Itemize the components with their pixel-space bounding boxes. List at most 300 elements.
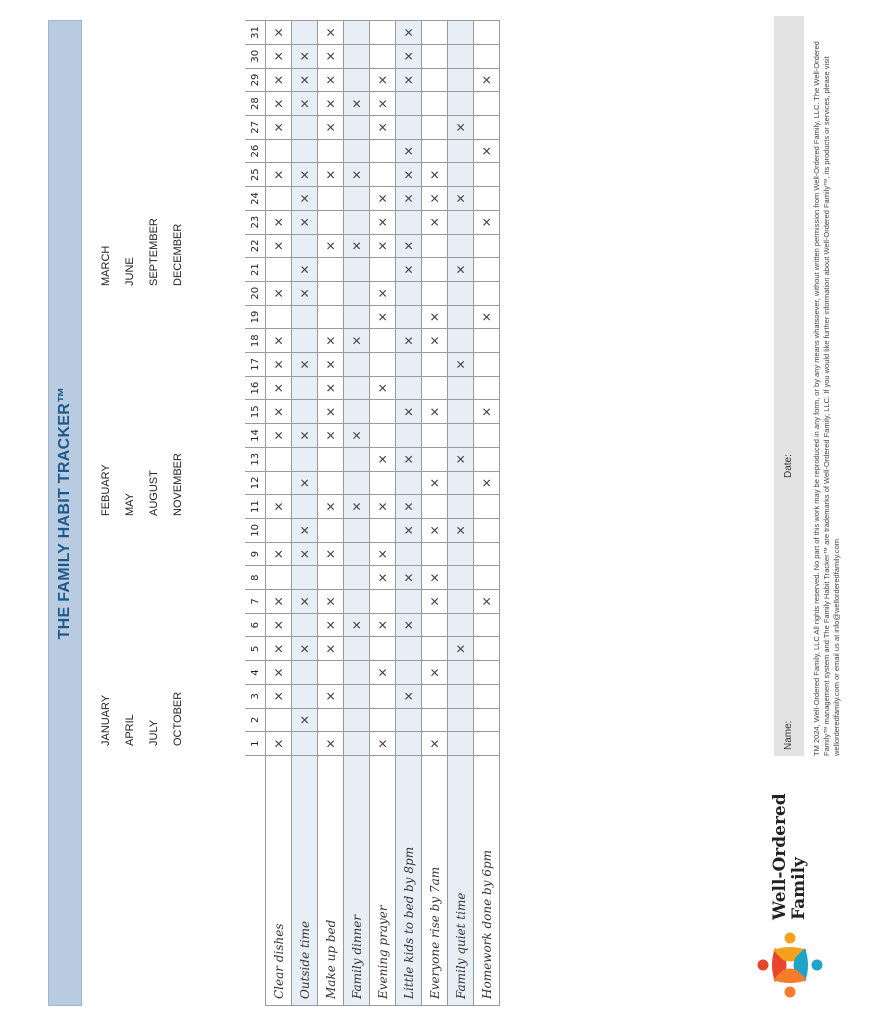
day-cell[interactable]: [318, 305, 344, 329]
day-checkmark[interactable]: [344, 424, 370, 448]
day-checkmark[interactable]: [318, 234, 344, 258]
day-cell[interactable]: [448, 732, 474, 756]
day-checkmark[interactable]: [318, 542, 344, 566]
day-cell[interactable]: [266, 518, 292, 542]
day-checkmark[interactable]: [396, 163, 422, 187]
day-checkmark[interactable]: [448, 187, 474, 211]
day-checkmark[interactable]: [318, 637, 344, 661]
day-checkmark[interactable]: [396, 187, 422, 211]
day-checkmark[interactable]: [370, 661, 396, 685]
day-cell[interactable]: [266, 471, 292, 495]
day-cell[interactable]: [448, 708, 474, 732]
day-cell[interactable]: [474, 187, 500, 211]
day-checkmark[interactable]: [292, 471, 318, 495]
day-cell[interactable]: [474, 376, 500, 400]
day-checkmark[interactable]: [370, 613, 396, 637]
day-cell[interactable]: [292, 613, 318, 637]
day-cell[interactable]: [448, 471, 474, 495]
day-checkmark[interactable]: [318, 329, 344, 353]
day-checkmark[interactable]: [266, 495, 292, 519]
month-option[interactable]: MAY: [124, 492, 136, 516]
day-cell[interactable]: [344, 281, 370, 305]
day-checkmark[interactable]: [266, 542, 292, 566]
day-checkmark[interactable]: [474, 471, 500, 495]
day-checkmark[interactable]: [266, 92, 292, 116]
day-checkmark[interactable]: [318, 495, 344, 519]
day-cell[interactable]: [474, 234, 500, 258]
day-cell[interactable]: [448, 234, 474, 258]
day-cell[interactable]: [344, 376, 370, 400]
day-cell[interactable]: [292, 495, 318, 519]
month-option[interactable]: DECEMBER: [172, 223, 184, 286]
day-checkmark[interactable]: [344, 329, 370, 353]
day-cell[interactable]: [344, 661, 370, 685]
day-cell[interactable]: [474, 732, 500, 756]
day-checkmark[interactable]: [422, 187, 448, 211]
day-cell[interactable]: [474, 708, 500, 732]
day-cell[interactable]: [422, 424, 448, 448]
day-cell[interactable]: [422, 447, 448, 471]
day-cell[interactable]: [292, 376, 318, 400]
day-cell[interactable]: [292, 329, 318, 353]
day-cell[interactable]: [370, 590, 396, 614]
day-checkmark[interactable]: [370, 210, 396, 234]
day-checkmark[interactable]: [474, 210, 500, 234]
day-cell[interactable]: [292, 732, 318, 756]
day-checkmark[interactable]: [422, 590, 448, 614]
day-checkmark[interactable]: [318, 163, 344, 187]
day-cell[interactable]: [292, 139, 318, 163]
day-cell[interactable]: [344, 542, 370, 566]
day-cell[interactable]: [422, 708, 448, 732]
month-option[interactable]: SEPTEMBER: [148, 218, 160, 286]
day-checkmark[interactable]: [344, 613, 370, 637]
day-cell[interactable]: [318, 708, 344, 732]
day-cell[interactable]: [396, 424, 422, 448]
day-cell[interactable]: [370, 353, 396, 377]
day-checkmark[interactable]: [318, 353, 344, 377]
day-cell[interactable]: [318, 447, 344, 471]
day-cell[interactable]: [266, 258, 292, 282]
day-cell[interactable]: [396, 210, 422, 234]
day-cell[interactable]: [448, 566, 474, 590]
day-checkmark[interactable]: [318, 424, 344, 448]
day-checkmark[interactable]: [422, 471, 448, 495]
day-checkmark[interactable]: [318, 21, 344, 45]
day-checkmark[interactable]: [474, 590, 500, 614]
day-checkmark[interactable]: [370, 542, 396, 566]
month-option[interactable]: MARCH: [100, 245, 112, 286]
day-checkmark[interactable]: [474, 305, 500, 329]
day-cell[interactable]: [344, 471, 370, 495]
day-cell[interactable]: [396, 708, 422, 732]
day-checkmark[interactable]: [396, 329, 422, 353]
day-cell[interactable]: [318, 187, 344, 211]
day-cell[interactable]: [292, 116, 318, 140]
month-option[interactable]: FEBUARY: [100, 464, 112, 516]
day-cell[interactable]: [370, 329, 396, 353]
day-checkmark[interactable]: [318, 684, 344, 708]
day-checkmark[interactable]: [292, 424, 318, 448]
day-checkmark[interactable]: [370, 495, 396, 519]
day-checkmark[interactable]: [292, 353, 318, 377]
day-cell[interactable]: [474, 518, 500, 542]
day-header: 25: [245, 163, 266, 187]
day-checkmark[interactable]: [422, 566, 448, 590]
day-cell[interactable]: [266, 708, 292, 732]
day-cell[interactable]: [448, 661, 474, 685]
day-cell[interactable]: [448, 613, 474, 637]
habit-rows: [266, 21, 500, 1006]
day-cell[interactable]: [370, 518, 396, 542]
day-cell[interactable]: [448, 590, 474, 614]
day-cell[interactable]: [292, 684, 318, 708]
day-checkmark[interactable]: [474, 400, 500, 424]
month-option[interactable]: JANUARY: [100, 694, 112, 746]
day-cell[interactable]: [370, 637, 396, 661]
day-cell[interactable]: [422, 684, 448, 708]
day-cell[interactable]: [448, 424, 474, 448]
day-cell[interactable]: [448, 684, 474, 708]
day-checkmark[interactable]: [422, 329, 448, 353]
day-cell[interactable]: [344, 732, 370, 756]
day-checkmark[interactable]: [292, 187, 318, 211]
day-cell[interactable]: [474, 329, 500, 353]
date-field-label[interactable]: Date:: [783, 454, 794, 478]
day-checkmark[interactable]: [266, 116, 292, 140]
day-checkmark[interactable]: [266, 210, 292, 234]
day-checkmark[interactable]: [266, 613, 292, 637]
day-checkmark[interactable]: [370, 116, 396, 140]
day-cell[interactable]: [344, 637, 370, 661]
day-checkmark[interactable]: [396, 495, 422, 519]
day-checkmark[interactable]: [318, 590, 344, 614]
day-checkmark[interactable]: [370, 447, 396, 471]
day-cell[interactable]: [422, 613, 448, 637]
day-checkmark[interactable]: [396, 566, 422, 590]
day-checkmark[interactable]: [396, 68, 422, 92]
day-cell[interactable]: [318, 661, 344, 685]
day-cell[interactable]: [344, 116, 370, 140]
day-cell[interactable]: [292, 305, 318, 329]
day-checkmark[interactable]: [292, 637, 318, 661]
month-option[interactable]: JUNE: [124, 257, 136, 286]
month-option[interactable]: JULY: [148, 719, 160, 746]
day-cell[interactable]: [422, 637, 448, 661]
day-checkmark[interactable]: [266, 163, 292, 187]
day-cell[interactable]: [422, 234, 448, 258]
day-cell[interactable]: [318, 566, 344, 590]
day-cell[interactable]: [422, 281, 448, 305]
day-cell[interactable]: [448, 68, 474, 92]
day-cell[interactable]: [474, 661, 500, 685]
day-checkmark[interactable]: [318, 44, 344, 68]
day-cell[interactable]: [344, 590, 370, 614]
day-checkmark[interactable]: [266, 68, 292, 92]
day-checkmark[interactable]: [266, 400, 292, 424]
day-cell[interactable]: [448, 163, 474, 187]
day-cell[interactable]: [396, 637, 422, 661]
day-checkmark[interactable]: [292, 281, 318, 305]
day-cell[interactable]: [422, 376, 448, 400]
day-cell[interactable]: [370, 684, 396, 708]
day-checkmark[interactable]: [370, 376, 396, 400]
month-option[interactable]: NOVEMBER: [172, 453, 184, 516]
month-option[interactable]: AUGUST: [148, 470, 160, 516]
name-field-label[interactable]: Name:: [783, 720, 794, 750]
day-header: 26: [245, 139, 266, 163]
day-cell[interactable]: [474, 116, 500, 140]
habit-row: [344, 21, 370, 1006]
day-cell[interactable]: [344, 258, 370, 282]
day-cell[interactable]: [266, 447, 292, 471]
day-checkmark[interactable]: [422, 163, 448, 187]
day-checkmark[interactable]: [396, 234, 422, 258]
day-cell[interactable]: [396, 281, 422, 305]
day-cell[interactable]: [344, 684, 370, 708]
day-checkmark[interactable]: [318, 376, 344, 400]
day-cell[interactable]: [474, 566, 500, 590]
day-checkmark[interactable]: [318, 92, 344, 116]
day-checkmark[interactable]: [344, 234, 370, 258]
day-cell[interactable]: [474, 163, 500, 187]
day-cell[interactable]: [344, 44, 370, 68]
day-checkmark[interactable]: [292, 210, 318, 234]
day-cell[interactable]: [474, 21, 500, 45]
day-cell[interactable]: [292, 566, 318, 590]
day-checkmark[interactable]: [396, 613, 422, 637]
day-cell[interactable]: [396, 661, 422, 685]
day-cell[interactable]: [396, 471, 422, 495]
day-cell[interactable]: [292, 661, 318, 685]
day-cell[interactable]: [318, 210, 344, 234]
day-cell[interactable]: [422, 44, 448, 68]
day-checkmark[interactable]: [266, 732, 292, 756]
day-cell[interactable]: [448, 495, 474, 519]
habit-row: [396, 21, 422, 1006]
day-checkmark[interactable]: [292, 68, 318, 92]
day-cell[interactable]: [474, 258, 500, 282]
day-cell[interactable]: [474, 281, 500, 305]
day-cell[interactable]: [396, 92, 422, 116]
day-cell[interactable]: [370, 44, 396, 68]
day-checkmark[interactable]: [448, 637, 474, 661]
day-checkmark[interactable]: [422, 400, 448, 424]
day-checkmark[interactable]: [396, 21, 422, 45]
day-checkmark[interactable]: [474, 139, 500, 163]
day-cell[interactable]: [422, 92, 448, 116]
day-cell[interactable]: [448, 210, 474, 234]
day-cell[interactable]: [344, 400, 370, 424]
day-cell[interactable]: [448, 281, 474, 305]
day-cell[interactable]: [344, 21, 370, 45]
day-checkmark[interactable]: [474, 68, 500, 92]
day-cell[interactable]: [448, 21, 474, 45]
day-checkmark[interactable]: [292, 92, 318, 116]
day-cell[interactable]: [448, 92, 474, 116]
day-cell[interactable]: [422, 258, 448, 282]
day-checkmark[interactable]: [292, 258, 318, 282]
day-checkmark[interactable]: [318, 116, 344, 140]
day-cell[interactable]: [474, 424, 500, 448]
day-cell[interactable]: [396, 732, 422, 756]
day-checkmark[interactable]: [370, 305, 396, 329]
day-cell[interactable]: [422, 542, 448, 566]
day-cell[interactable]: [344, 139, 370, 163]
day-checkmark[interactable]: [292, 163, 318, 187]
day-checkmark[interactable]: [266, 353, 292, 377]
day-checkmark[interactable]: [370, 187, 396, 211]
day-checkmark[interactable]: [370, 281, 396, 305]
day-checkmark[interactable]: [422, 210, 448, 234]
day-checkmark[interactable]: [292, 44, 318, 68]
day-checkmark[interactable]: [266, 684, 292, 708]
day-cell[interactable]: [396, 305, 422, 329]
day-cell[interactable]: [344, 187, 370, 211]
day-cell[interactable]: [422, 139, 448, 163]
day-cell[interactable]: [266, 187, 292, 211]
day-cell[interactable]: [422, 495, 448, 519]
day-checkmark[interactable]: [396, 447, 422, 471]
day-cell[interactable]: [396, 590, 422, 614]
day-checkmark[interactable]: [266, 44, 292, 68]
day-checkmark[interactable]: [318, 400, 344, 424]
day-checkmark[interactable]: [422, 732, 448, 756]
day-cell[interactable]: [422, 116, 448, 140]
day-cell[interactable]: [318, 518, 344, 542]
day-cell[interactable]: [370, 708, 396, 732]
day-checkmark[interactable]: [292, 708, 318, 732]
day-cell[interactable]: [344, 518, 370, 542]
day-checkmark[interactable]: [370, 732, 396, 756]
day-cell[interactable]: [474, 637, 500, 661]
day-cell[interactable]: [292, 21, 318, 45]
day-checkmark[interactable]: [266, 637, 292, 661]
day-cell[interactable]: [370, 424, 396, 448]
day-checkmark[interactable]: [292, 542, 318, 566]
day-checkmark[interactable]: [370, 566, 396, 590]
day-cell[interactable]: [448, 139, 474, 163]
day-cell[interactable]: [344, 68, 370, 92]
day-cell[interactable]: [344, 210, 370, 234]
day-checkmark[interactable]: [266, 661, 292, 685]
day-checkmark[interactable]: [396, 258, 422, 282]
day-cell[interactable]: [448, 376, 474, 400]
day-checkmark[interactable]: [318, 68, 344, 92]
day-cell[interactable]: [344, 447, 370, 471]
day-checkmark[interactable]: [422, 518, 448, 542]
day-checkmark[interactable]: [344, 163, 370, 187]
day-cell[interactable]: [344, 708, 370, 732]
day-checkmark[interactable]: [422, 661, 448, 685]
day-checkmark[interactable]: [344, 92, 370, 116]
day-checkmark[interactable]: [344, 495, 370, 519]
day-cell[interactable]: [318, 139, 344, 163]
day-cell[interactable]: [396, 376, 422, 400]
day-checkmark[interactable]: [318, 732, 344, 756]
day-checkmark[interactable]: [396, 44, 422, 68]
day-cell[interactable]: [266, 566, 292, 590]
day-checkmark[interactable]: [318, 613, 344, 637]
day-cell[interactable]: [474, 353, 500, 377]
day-cell[interactable]: [422, 21, 448, 45]
day-cell[interactable]: [370, 400, 396, 424]
day-cell[interactable]: [474, 613, 500, 637]
month-option[interactable]: APRIL: [124, 714, 136, 746]
day-checkmark[interactable]: [448, 116, 474, 140]
day-checkmark[interactable]: [448, 258, 474, 282]
day-checkmark[interactable]: [448, 447, 474, 471]
day-cell[interactable]: [292, 400, 318, 424]
day-checkmark[interactable]: [266, 234, 292, 258]
day-checkmark[interactable]: [266, 329, 292, 353]
day-cell[interactable]: [318, 281, 344, 305]
day-cell[interactable]: [474, 495, 500, 519]
day-cell[interactable]: [370, 258, 396, 282]
day-cell[interactable]: [448, 400, 474, 424]
day-cell[interactable]: [266, 139, 292, 163]
day-cell[interactable]: [370, 139, 396, 163]
day-cell[interactable]: [292, 234, 318, 258]
day-checkmark[interactable]: [396, 400, 422, 424]
day-checkmark[interactable]: [370, 234, 396, 258]
day-checkmark[interactable]: [370, 92, 396, 116]
day-cell[interactable]: [474, 684, 500, 708]
day-checkmark[interactable]: [266, 424, 292, 448]
day-checkmark[interactable]: [266, 21, 292, 45]
day-cell[interactable]: [370, 471, 396, 495]
day-checkmark[interactable]: [292, 590, 318, 614]
day-cell[interactable]: [422, 353, 448, 377]
day-checkmark[interactable]: [422, 305, 448, 329]
day-checkmark[interactable]: [396, 139, 422, 163]
day-cell[interactable]: [448, 305, 474, 329]
day-cell[interactable]: [448, 329, 474, 353]
day-cell[interactable]: [292, 447, 318, 471]
day-cell[interactable]: [266, 305, 292, 329]
day-checkmark[interactable]: [266, 281, 292, 305]
day-checkmark[interactable]: [448, 518, 474, 542]
day-cell[interactable]: [396, 542, 422, 566]
month-option[interactable]: OCTOBER: [172, 691, 184, 746]
day-checkmark[interactable]: [448, 353, 474, 377]
day-cell[interactable]: [396, 353, 422, 377]
day-checkmark[interactable]: [370, 68, 396, 92]
day-checkmark[interactable]: [396, 684, 422, 708]
day-checkmark[interactable]: [292, 518, 318, 542]
day-cell[interactable]: [474, 447, 500, 471]
day-cell[interactable]: [474, 44, 500, 68]
day-cell[interactable]: [318, 258, 344, 282]
day-cell[interactable]: [422, 68, 448, 92]
day-checkmark[interactable]: [266, 590, 292, 614]
day-cell[interactable]: [448, 542, 474, 566]
day-checkmark[interactable]: [396, 518, 422, 542]
day-cell[interactable]: [474, 92, 500, 116]
day-cell[interactable]: [344, 305, 370, 329]
day-checkmark[interactable]: [266, 376, 292, 400]
day-cell[interactable]: [344, 353, 370, 377]
day-header: 2: [245, 708, 266, 732]
day-cell[interactable]: [370, 21, 396, 45]
day-cell[interactable]: [448, 44, 474, 68]
day-cell[interactable]: [318, 471, 344, 495]
day-cell[interactable]: [474, 542, 500, 566]
habit-row: [370, 21, 396, 1006]
day-cell[interactable]: [396, 116, 422, 140]
day-cell[interactable]: [370, 163, 396, 187]
day-cell[interactable]: [344, 566, 370, 590]
